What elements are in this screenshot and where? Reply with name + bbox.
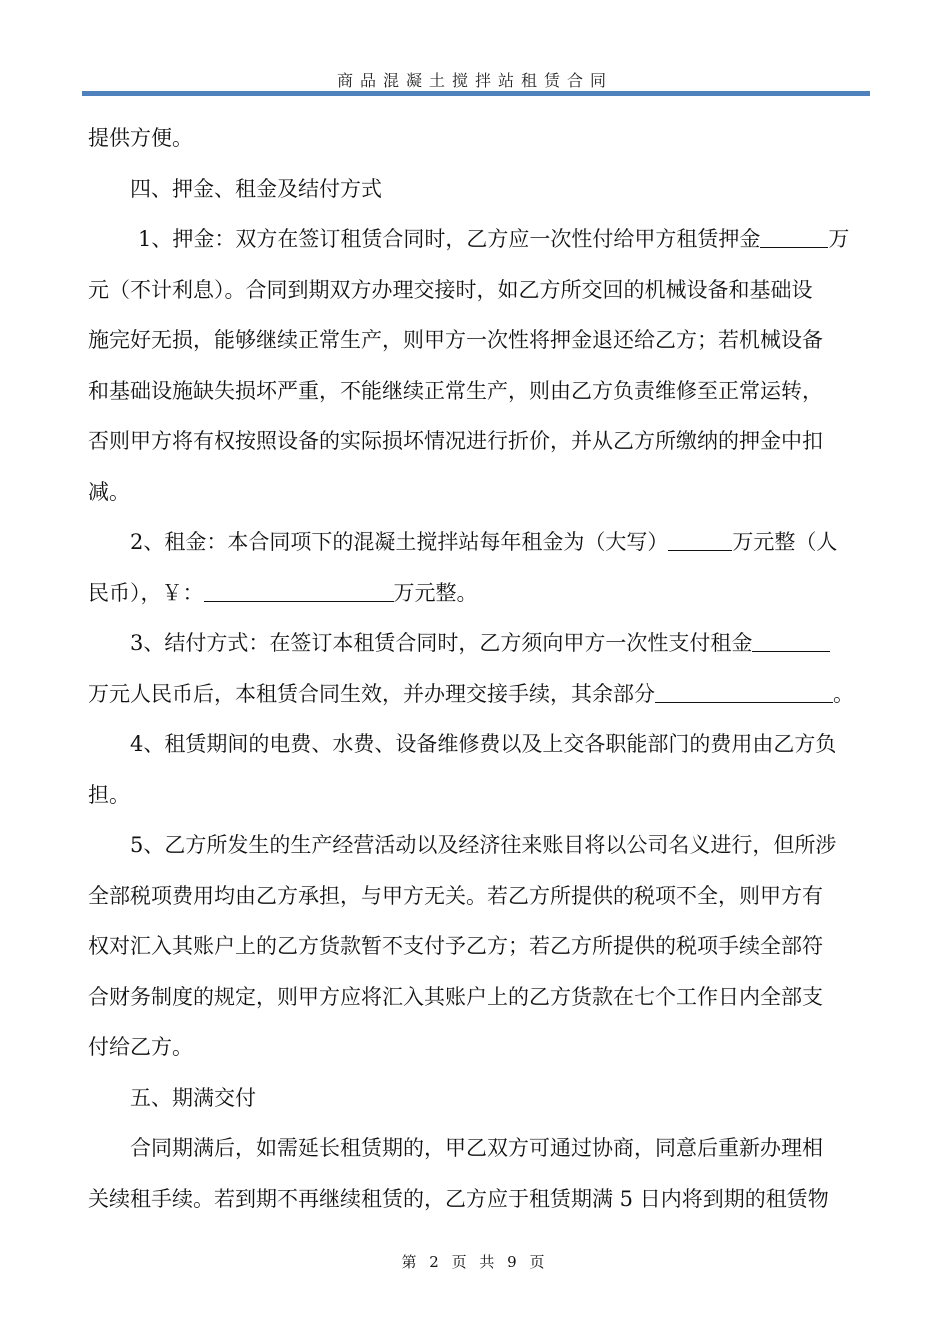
text-fragment: 万元整。	[393, 580, 478, 605]
text-line: 全部税项费用均由乙方承担，与甲方无关。若乙方所提供的税项不全，则甲方有	[88, 883, 823, 908]
text-line: 元（不计利息）。合同到期双方办理交接时，如乙方所交回的机械设备和基础设	[88, 277, 813, 302]
text-fragment: 万元人民币后，本租赁合同生效，并办理交接手续，其余部分	[88, 681, 655, 706]
text-line: 关续租手续。若到期不再继续租赁的，乙方应于租赁期满 5 日内将到期的租赁物	[88, 1186, 829, 1211]
current-page-number: 2	[429, 1253, 443, 1271]
total-page-count: 9	[507, 1253, 521, 1271]
clause-deposit-line	[88, 214, 863, 265]
text-line: 减。	[88, 479, 130, 504]
fill-blank-remainder	[655, 680, 833, 703]
fill-blank-rent-numeric	[204, 579, 394, 602]
text-line: 担。	[88, 782, 130, 807]
text-line: 否则甲方将有权按照设备的实际损坏情况进行折价，并从乙方所缴纳的押金中扣	[88, 429, 823, 453]
text-line: 权对汇入其账户上的乙方货款暂不支付予乙方；若乙方所提供的税项手续全部符	[88, 934, 823, 958]
text-line: 和基础设施缺失损坏严重，不能继续正常生产，则由乙方负责维修至正常运转，	[88, 378, 823, 403]
clause-rent-amount-line	[88, 568, 863, 619]
text-fragment: 万	[828, 227, 850, 251]
text-line: 施完好无损，能够继续正常生产，则甲方一次性将押金退还给乙方；若机械设备	[88, 328, 823, 352]
clause-payment-line	[88, 618, 863, 669]
text-fragment: 万元整（人	[732, 530, 838, 554]
clause-payment-remainder-line	[88, 669, 863, 720]
fill-blank-payment	[752, 629, 830, 652]
text-line: 付给乙方。	[88, 1035, 193, 1059]
text-fragment: 2、租金：本合同项下的混凝土搅拌站每年租金为（大写）	[130, 530, 669, 554]
header-divider	[82, 91, 870, 96]
text-line: 合财务制度的规定，则甲方应将汇入其账户上的乙方货款在七个工作日内全部支	[88, 984, 823, 1009]
text-fragment: 民币），￥：	[88, 580, 204, 605]
section-heading-four: 四、押金、租金及结付方式	[130, 176, 382, 201]
text-fragment: 3、结付方式：在签订本租赁合同时，乙方须向甲方一次性支付租金	[130, 631, 753, 655]
footer-suffix: 页	[529, 1253, 549, 1271]
text-line: 4、租赁期间的电费、水费、设备维修费以及上交各职能部门的费用由乙方负	[130, 732, 837, 756]
fill-blank-rent-uppercase	[668, 528, 732, 551]
contract-body	[88, 113, 863, 1224]
page-number-footer	[0, 1251, 950, 1272]
section-heading-five: 五、期满交付	[130, 1085, 256, 1110]
clause-rent-line	[88, 517, 863, 568]
footer-prefix: 第	[401, 1253, 421, 1271]
footer-mid: 页 共	[451, 1253, 499, 1271]
running-header-title: 商品混凝土搅拌站租赁合同	[336, 71, 613, 90]
text-line: 5、乙方所发生的生产经营活动以及经济往来账目将以公司名义进行，但所涉	[130, 833, 837, 857]
text-line: 提供方便。	[88, 126, 193, 150]
text-fragment: 。	[833, 681, 854, 706]
text-fragment: 1、押金：双方在签订租赁合同时，乙方应一次性付给甲方租赁押金	[138, 227, 761, 251]
text-line: 合同期满后，如需延长租赁期的，甲乙双方可通过协商，同意后重新办理相	[130, 1136, 823, 1160]
fill-blank-deposit	[760, 225, 828, 248]
